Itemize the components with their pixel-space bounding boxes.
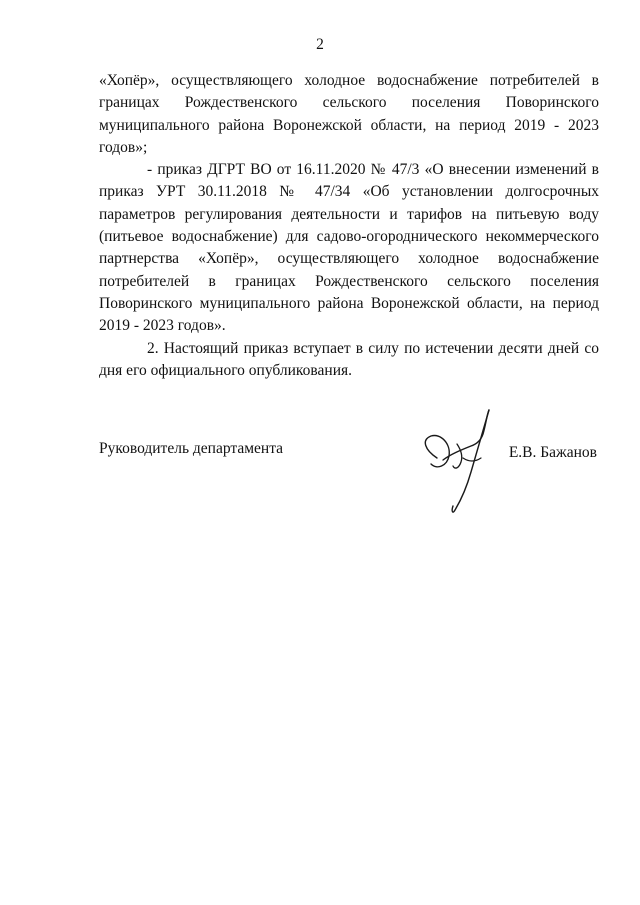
signer-title: Руководитель департамента	[99, 440, 284, 457]
paragraph-effective-date: 2. Настоящий приказ вступает в силу по истечении десяти дней со дня его официального опубликования.	[99, 339, 599, 379]
document-body	[99, 70, 599, 382]
signature-block	[99, 400, 599, 530]
page-number: 2	[316, 36, 324, 53]
paragraph-continuation: «Хопёр», осуществляющего холодное водоснабжение потребителей в границах Рождественского сельского поселения Поворинского муниципального района Воронежской области, на период 2019 - 2023 годов»;	[99, 72, 599, 156]
handwritten-signature	[417, 400, 497, 520]
paragraph-order-amendment: - приказ ДГРТ ВО от 16.11.2020 № 47/3 «О внесении изменений в приказ УРТ 30.11.2018 № 47/34 «Об установлении долгосрочных параметров регулирования деятельности и тарифов на питьевую воду (питьевое водоснабжение) для садово-огороднического некоммерческого партнерства «Хопёр», осуществляющего холодное водоснабжение потребителей в границах Рождественского сельского поселения Поворинского муниципального района Воронежской области, на период 2019 - 2023 годов».	[99, 161, 599, 335]
signer-name: Е.В. Бажанов	[508, 444, 597, 461]
